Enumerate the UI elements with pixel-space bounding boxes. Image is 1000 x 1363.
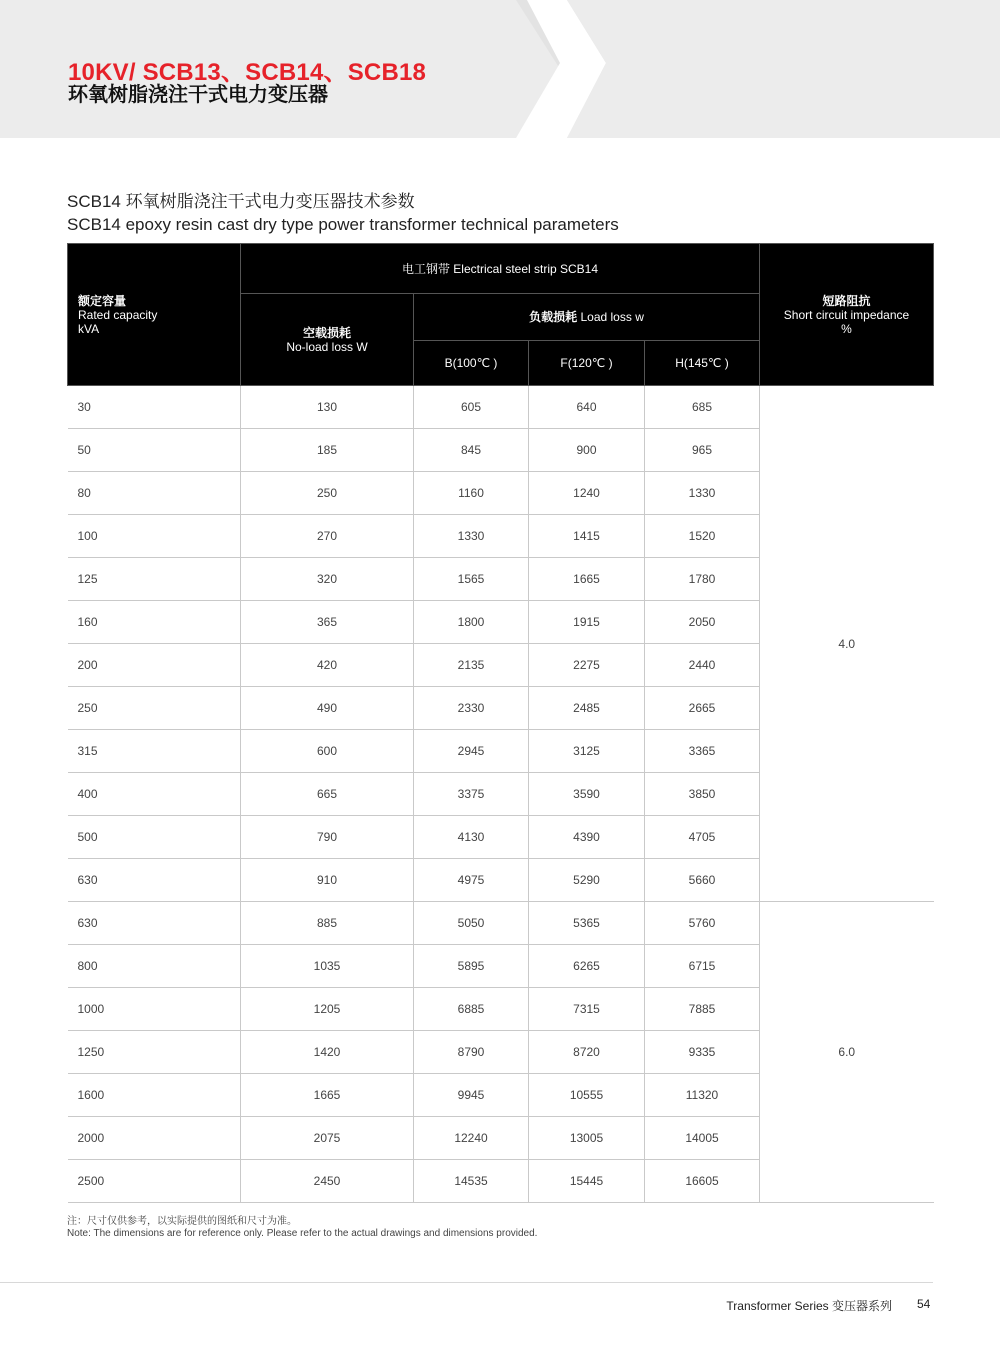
- cell-load-f: 10555: [529, 1074, 645, 1117]
- cell-capacity: 250: [68, 687, 241, 730]
- cell-load-h: 2050: [645, 601, 760, 644]
- cell-noload: 1420: [241, 1031, 414, 1074]
- cell-load-h: 1780: [645, 558, 760, 601]
- header-capacity: [68, 244, 241, 386]
- cell-impedance: 6.0: [760, 902, 934, 1203]
- cell-load-b: 8790: [414, 1031, 529, 1074]
- cell-noload: 600: [241, 730, 414, 773]
- cell-capacity: 1250: [68, 1031, 241, 1074]
- cell-capacity: 630: [68, 902, 241, 945]
- cell-load-b: 605: [414, 386, 529, 429]
- cell-load-b: 9945: [414, 1074, 529, 1117]
- cell-noload: 130: [241, 386, 414, 429]
- note-en: Note: The dimensions are for reference only. Please refer to the actual drawings and dimensions provided.: [67, 1228, 538, 1239]
- header-impedance-en: Short circuit impedance: [783, 307, 910, 322]
- cell-noload: 420: [241, 644, 414, 687]
- header-load-cn: 负载损耗: [529, 310, 578, 324]
- cell-load-b: 6885: [414, 988, 529, 1031]
- cell-load-f: 640: [529, 386, 645, 429]
- header-load-loss: [414, 294, 760, 341]
- note-cn: 注：尺寸仅供参考，以实际提供的图纸和尺寸为准。: [67, 1216, 297, 1227]
- cell-load-h: 2665: [645, 687, 760, 730]
- cell-load-f: 8720: [529, 1031, 645, 1074]
- cell-load-b: 5050: [414, 902, 529, 945]
- cell-load-f: 4390: [529, 816, 645, 859]
- cell-load-f: 3590: [529, 773, 645, 816]
- cell-load-f: 6265: [529, 945, 645, 988]
- cell-capacity: 630: [68, 859, 241, 902]
- cell-capacity: 400: [68, 773, 241, 816]
- cell-load-b: 14535: [414, 1160, 529, 1203]
- cell-load-h: 6715: [645, 945, 760, 988]
- header-impedance-unit: %: [841, 321, 852, 336]
- cell-capacity: 50: [68, 429, 241, 472]
- cell-load-h: 1330: [645, 472, 760, 515]
- cell-load-h: 14005: [645, 1117, 760, 1160]
- cell-noload: 250: [241, 472, 414, 515]
- header-capacity-cn: 额定容量: [78, 293, 127, 308]
- cell-noload: 185: [241, 429, 414, 472]
- cell-load-f: 900: [529, 429, 645, 472]
- header-capacity-en: Rated capacity: [78, 307, 158, 322]
- header-band: [0, 0, 1000, 138]
- header-load-en: Load loss w: [580, 310, 644, 324]
- cell-load-b: 3375: [414, 773, 529, 816]
- header-impedance-cn: 短路阻抗: [822, 293, 871, 308]
- cell-noload: 790: [241, 816, 414, 859]
- cell-noload: 320: [241, 558, 414, 601]
- cell-noload: 885: [241, 902, 414, 945]
- table-header: [68, 244, 934, 386]
- cell-capacity: 315: [68, 730, 241, 773]
- cell-load-b: 5895: [414, 945, 529, 988]
- cell-capacity: 100: [68, 515, 241, 558]
- cell-capacity: 200: [68, 644, 241, 687]
- cell-noload: 490: [241, 687, 414, 730]
- cell-capacity: 800: [68, 945, 241, 988]
- page-number: 54: [917, 1297, 931, 1311]
- cell-load-b: 12240: [414, 1117, 529, 1160]
- cell-noload: 1665: [241, 1074, 414, 1117]
- spec-table: [67, 243, 934, 1203]
- cell-noload: 1205: [241, 988, 414, 1031]
- header-noload: [241, 294, 414, 386]
- cell-capacity: 125: [68, 558, 241, 601]
- cell-load-h: 16605: [645, 1160, 760, 1203]
- header-noload-en: No-load loss W: [286, 339, 368, 354]
- cell-load-h: 2440: [645, 644, 760, 687]
- header-noload-cn: 空载损耗: [302, 325, 351, 340]
- cell-noload: 910: [241, 859, 414, 902]
- cell-load-f: 1665: [529, 558, 645, 601]
- cell-noload: 2075: [241, 1117, 414, 1160]
- cell-load-h: 965: [645, 429, 760, 472]
- cell-load-h: 5660: [645, 859, 760, 902]
- table-row: [68, 902, 934, 945]
- cell-noload: 2450: [241, 1160, 414, 1203]
- cell-load-h: 3850: [645, 773, 760, 816]
- footer-divider: [0, 1282, 933, 1283]
- cell-load-b: 1800: [414, 601, 529, 644]
- cell-load-f: 15445: [529, 1160, 645, 1203]
- header-capacity-unit: kVA: [78, 321, 100, 336]
- cell-noload: 365: [241, 601, 414, 644]
- cell-load-h: 9335: [645, 1031, 760, 1074]
- cell-load-h: 11320: [645, 1074, 760, 1117]
- table-row: [68, 386, 934, 429]
- cell-load-f: 13005: [529, 1117, 645, 1160]
- cell-capacity: 500: [68, 816, 241, 859]
- header-class-b: B(100℃ ): [414, 341, 529, 386]
- cell-load-f: 2275: [529, 644, 645, 687]
- cell-load-b: 2330: [414, 687, 529, 730]
- cell-load-f: 5290: [529, 859, 645, 902]
- cell-load-f: 3125: [529, 730, 645, 773]
- cell-capacity: 1000: [68, 988, 241, 1031]
- cell-load-h: 4705: [645, 816, 760, 859]
- cell-load-h: 3365: [645, 730, 760, 773]
- header-class-h: H(145℃ ): [645, 341, 760, 386]
- cell-load-f: 1415: [529, 515, 645, 558]
- footer-series-label: Transformer Series 变压器系列: [726, 1299, 892, 1313]
- cell-impedance: 4.0: [760, 386, 934, 902]
- cell-capacity: 2000: [68, 1117, 241, 1160]
- cell-load-b: 4130: [414, 816, 529, 859]
- table-body: [68, 386, 934, 1203]
- cell-capacity: 160: [68, 601, 241, 644]
- section-subtitle-en: SCB14 epoxy resin cast dry type power transformer technical parameters: [67, 215, 619, 234]
- section-subtitle-cn: SCB14 环氧树脂浇注干式电力变压器技术参数: [67, 192, 415, 211]
- page-title-product: 环氧树脂浇注干式电力变压器: [68, 84, 328, 106]
- cell-load-h: 5760: [645, 902, 760, 945]
- cell-load-b: 2945: [414, 730, 529, 773]
- cell-load-f: 1915: [529, 601, 645, 644]
- cell-capacity: 2500: [68, 1160, 241, 1203]
- cell-capacity: 30: [68, 386, 241, 429]
- cell-load-h: 1520: [645, 515, 760, 558]
- header-impedance: [760, 244, 934, 386]
- header-steel-strip-label: 电工钢带 Electrical steel strip SCB14: [401, 261, 599, 276]
- cell-load-f: 2485: [529, 687, 645, 730]
- cell-noload: 270: [241, 515, 414, 558]
- cell-noload: 1035: [241, 945, 414, 988]
- cell-load-f: 5365: [529, 902, 645, 945]
- cell-noload: 665: [241, 773, 414, 816]
- cell-load-f: 1240: [529, 472, 645, 515]
- cell-load-b: 845: [414, 429, 529, 472]
- cell-load-h: 7885: [645, 988, 760, 1031]
- header-class-f: F(120℃ ): [529, 341, 645, 386]
- cell-load-b: 1160: [414, 472, 529, 515]
- page-title-models: 10KV/ SCB13、SCB14、SCB18: [68, 59, 427, 86]
- cell-load-b: 4975: [414, 859, 529, 902]
- cell-capacity: 1600: [68, 1074, 241, 1117]
- cell-load-h: 685: [645, 386, 760, 429]
- cell-load-b: 1565: [414, 558, 529, 601]
- cell-load-f: 7315: [529, 988, 645, 1031]
- cell-load-b: 1330: [414, 515, 529, 558]
- cell-capacity: 80: [68, 472, 241, 515]
- header-steel-strip-group: [241, 244, 760, 294]
- cell-load-b: 2135: [414, 644, 529, 687]
